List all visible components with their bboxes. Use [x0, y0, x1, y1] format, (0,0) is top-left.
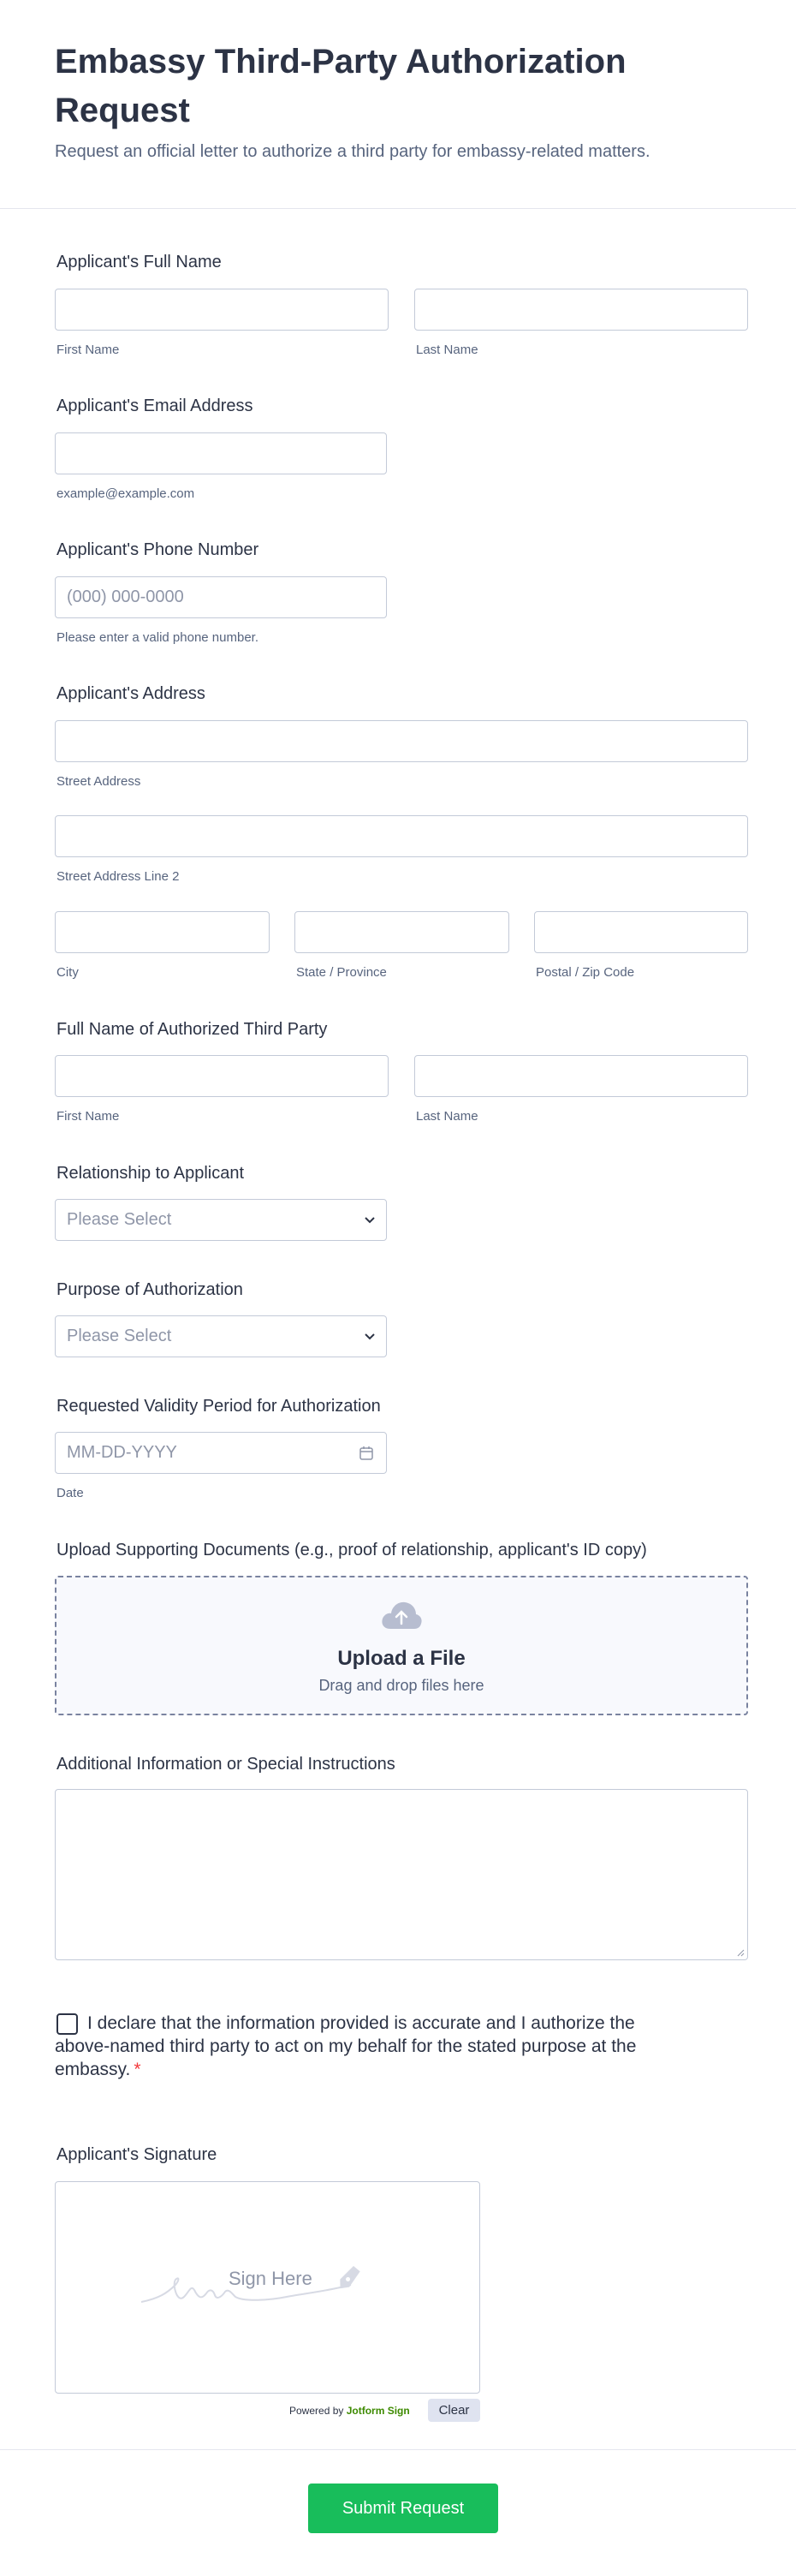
last-name-sublabel: Last Name [416, 343, 478, 357]
email-label: Applicant's Email Address [56, 397, 253, 415]
footer-divider [0, 2449, 796, 2450]
first-name-sublabel: First Name [56, 343, 120, 357]
signature-pad[interactable] [55, 2181, 480, 2394]
phone-label: Applicant's Phone Number [56, 540, 259, 559]
page-subtitle: Request an official letter to authorize a third party for embassy-related matters. [55, 142, 650, 161]
phone-sublabel: Please enter a valid phone number. [56, 630, 258, 645]
signature-placeholder: Sign Here [229, 2268, 312, 2289]
relationship-select[interactable] [55, 1199, 387, 1241]
date-placeholder: MM-DD-YYYY [67, 1443, 177, 1462]
full-name-label: Applicant's Full Name [56, 253, 222, 271]
relationship-placeholder: Please Select [67, 1210, 172, 1229]
street-address-line2-sublabel: Street Address Line 2 [56, 869, 180, 884]
submit-button[interactable]: Submit Request [308, 2484, 498, 2533]
powered-by [289, 2405, 410, 2417]
additional-info-label: Additional Information or Special Instructions [56, 1755, 395, 1774]
purpose-placeholder: Please Select [67, 1327, 172, 1345]
upload-label: Upload Supporting Documents (e.g., proof of relationship, applicant's ID copy) [56, 1541, 647, 1559]
declaration-text [55, 2012, 688, 2081]
street-address-sublabel: Street Address [56, 774, 141, 789]
relationship-label: Relationship to Applicant [56, 1164, 245, 1183]
declaration-label: I declare that the information provided is accurate and I authorize the above-named third party to act on my behalf for the stated purpose at the embassy. [55, 2013, 637, 2079]
address-label: Applicant's Address [56, 684, 205, 703]
additional-info-textarea[interactable] [55, 1789, 748, 1960]
email-input[interactable] [55, 432, 387, 474]
upload-title: Upload a File [337, 1647, 466, 1670]
phone-placeholder: (000) 000-0000 [67, 587, 184, 606]
brand-name: Jotform Sign [346, 2405, 410, 2417]
third-party-last-sublabel: Last Name [416, 1109, 478, 1124]
phone-input[interactable] [55, 576, 387, 618]
clear-signature-button[interactable]: Clear [428, 2399, 480, 2422]
third-party-label: Full Name of Authorized Third Party [56, 1020, 328, 1039]
form-header [0, 0, 796, 209]
cloud-upload-icon [380, 1598, 423, 1632]
purpose-select[interactable] [55, 1315, 387, 1357]
state-sublabel: State / Province [296, 965, 387, 980]
declaration-checkbox[interactable] [56, 2013, 78, 2035]
chevron-down-icon [364, 1331, 376, 1343]
powered-by-text: Powered by [289, 2405, 344, 2417]
upload-subtitle: Drag and drop files here [318, 1677, 484, 1694]
page-title: Embassy Third-Party Authorization Request [55, 43, 627, 129]
city-input[interactable] [55, 911, 270, 953]
street-address-input[interactable] [55, 720, 748, 762]
date-input[interactable] [55, 1432, 387, 1474]
signature-label: Applicant's Signature [56, 2145, 217, 2164]
calendar-icon[interactable] [359, 1446, 374, 1461]
street-address-line2-input[interactable] [55, 815, 748, 857]
third-party-last-name-input[interactable] [414, 1055, 748, 1097]
city-sublabel: City [56, 965, 79, 980]
email-sublabel: example@example.com [56, 486, 195, 501]
file-upload-dropzone[interactable] [55, 1576, 748, 1715]
state-input[interactable] [294, 911, 509, 953]
chevron-down-icon [364, 1214, 376, 1226]
first-name-input[interactable] [55, 289, 389, 331]
purpose-label: Purpose of Authorization [56, 1280, 243, 1299]
required-mark: * [134, 2060, 141, 2079]
third-party-first-name-input[interactable] [55, 1055, 389, 1097]
last-name-input[interactable] [414, 289, 748, 331]
date-sublabel: Date [56, 1486, 84, 1500]
zip-input[interactable] [534, 911, 748, 953]
zip-sublabel: Postal / Zip Code [536, 965, 635, 980]
third-party-first-sublabel: First Name [56, 1109, 120, 1124]
validity-label: Requested Validity Period for Authorization [56, 1397, 381, 1416]
resize-handle-icon[interactable] [736, 1948, 745, 1957]
